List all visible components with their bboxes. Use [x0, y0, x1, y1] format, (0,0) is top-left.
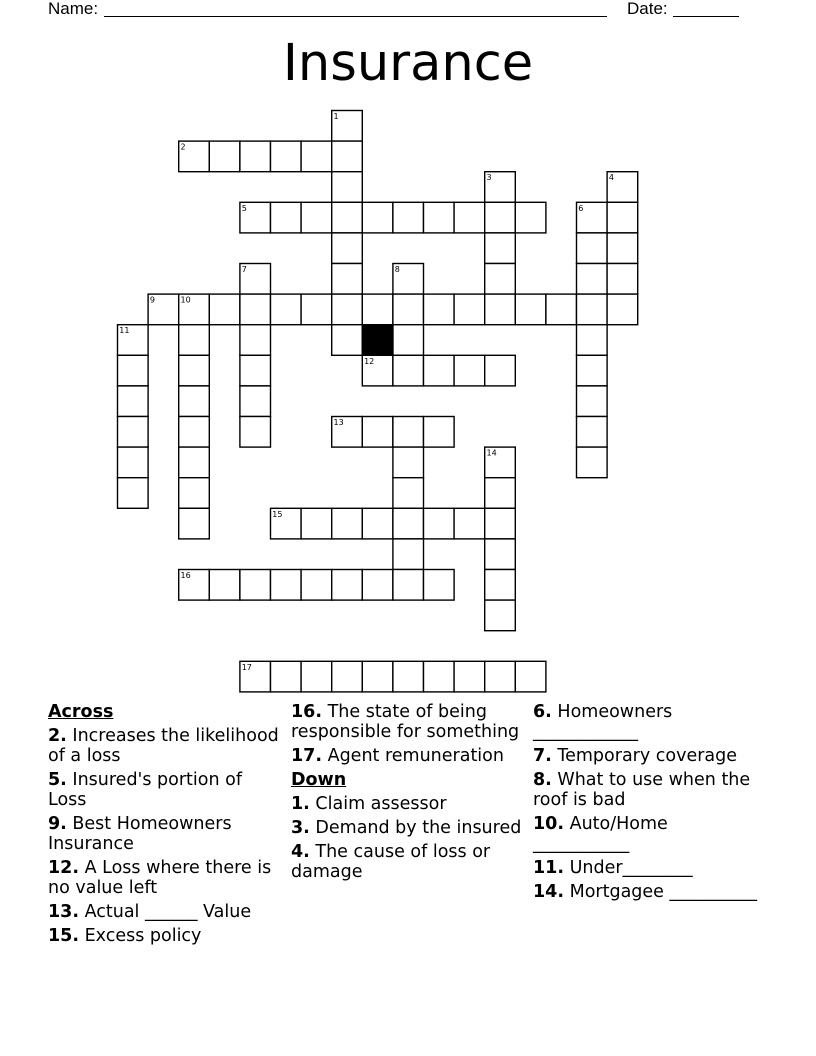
grid-cell[interactable]	[485, 172, 516, 203]
grid-cell[interactable]	[607, 202, 638, 233]
grid-cell[interactable]	[485, 570, 516, 601]
across-clue-16: 16. The state of being responsible for something	[291, 702, 520, 742]
grid-cell[interactable]	[393, 264, 424, 295]
grid-cell[interactable]	[577, 447, 608, 478]
grid-cell[interactable]	[362, 417, 393, 448]
grid-cell[interactable]	[577, 294, 608, 325]
grid-cell[interactable]	[485, 355, 516, 386]
grid-cell[interactable]	[332, 508, 363, 539]
down-clue-10: 10. Auto/Home ___________	[533, 814, 668, 854]
grid-cell[interactable]	[393, 417, 424, 448]
grid-cell[interactable]	[332, 661, 363, 692]
grid-cell[interactable]	[485, 508, 516, 539]
clue-number: 3	[486, 173, 492, 183]
clue-number: 7	[241, 265, 247, 274]
across-clue-17: 17. Agent remuneration	[291, 746, 504, 766]
grid-cell[interactable]	[393, 539, 424, 570]
grid-cell[interactable]	[301, 508, 332, 539]
grid-cell[interactable]	[454, 294, 485, 325]
grid-cell[interactable]	[332, 141, 363, 172]
grid-cell[interactable]	[118, 386, 149, 417]
grid-cell[interactable]	[240, 264, 271, 295]
grid-cell[interactable]	[577, 417, 608, 448]
name-field[interactable]	[104, 16, 607, 17]
grid-cell[interactable]	[424, 202, 455, 233]
grid-cell[interactable]	[179, 478, 210, 509]
grid-cell[interactable]	[362, 508, 393, 539]
grid-cell[interactable]	[424, 417, 455, 448]
grid-cell[interactable]	[179, 355, 210, 386]
down-clue-11: 11. Under________	[533, 858, 693, 878]
grid-cell[interactable]	[332, 264, 363, 295]
grid-cell[interactable]	[301, 202, 332, 233]
grid-cell[interactable]	[240, 141, 271, 172]
grid-cell[interactable]	[240, 386, 271, 417]
grid-cell[interactable]	[485, 478, 516, 509]
clue-number: 5	[241, 203, 247, 213]
clue-number: 12	[364, 356, 375, 366]
clue-number: 8	[394, 265, 400, 274]
clue-number: 11	[119, 326, 130, 336]
grid-cell[interactable]	[607, 172, 638, 203]
down-clue-4: 4. The cause of loss or damage	[291, 842, 491, 882]
grid-cell[interactable]	[454, 202, 485, 233]
name-label: Name:	[48, 0, 99, 18]
grid-cell[interactable]	[607, 233, 638, 264]
grid-cell[interactable]	[271, 508, 302, 539]
grid-cell[interactable]	[240, 294, 271, 325]
clue-number: 14	[486, 448, 497, 458]
grid-cell[interactable]	[118, 417, 149, 448]
grid-cell[interactable]	[515, 202, 546, 233]
grid-cell[interactable]	[209, 294, 240, 325]
across-clue-12: 12. A Loss where there is no value left	[48, 858, 272, 898]
grid-cell[interactable]	[454, 661, 485, 692]
grid-cell[interactable]	[577, 325, 608, 356]
clue-number: 10	[180, 295, 191, 305]
puzzle-title: Insurance	[282, 34, 534, 93]
grid-cell[interactable]	[179, 508, 210, 539]
grid-cell[interactable]	[362, 202, 393, 233]
grid-cell[interactable]	[240, 202, 271, 233]
grid-cell[interactable]	[209, 570, 240, 601]
grid-cell[interactable]	[485, 447, 516, 478]
black-cell	[362, 325, 393, 356]
grid-cell[interactable]	[118, 355, 149, 386]
grid-cell[interactable]	[179, 447, 210, 478]
grid-cell[interactable]	[332, 325, 363, 356]
grid-cell[interactable]	[179, 141, 210, 172]
grid-cell[interactable]	[546, 294, 577, 325]
grid-cell[interactable]	[424, 294, 455, 325]
worksheet-header	[0, 0, 816, 20]
grid-cell[interactable]	[301, 141, 332, 172]
down-clue-14: 14. Mortgagee __________	[533, 882, 757, 902]
grid-cell[interactable]	[393, 661, 424, 692]
grid-cell[interactable]	[179, 570, 210, 601]
grid-cell[interactable]	[362, 570, 393, 601]
grid-cell[interactable]	[179, 294, 210, 325]
across-clue-9: 9. Best Homeowners Insurance	[48, 814, 232, 854]
grid-cell[interactable]	[332, 294, 363, 325]
clues-column-2	[291, 702, 523, 886]
clues-column-3	[533, 702, 765, 906]
grid-cell[interactable]	[271, 570, 302, 601]
across-clue-13: 13. Actual ______ Value	[48, 902, 252, 922]
grid-cell[interactable]	[393, 478, 424, 509]
grid-cell[interactable]	[301, 570, 332, 601]
grid-cell[interactable]	[607, 294, 638, 325]
grid-cell[interactable]	[393, 570, 424, 601]
grid-cell[interactable]	[148, 294, 179, 325]
grid-cell[interactable]	[362, 355, 393, 386]
grid-cell[interactable]	[240, 570, 271, 601]
clue-number: 4	[608, 173, 614, 183]
clue-number: 15	[272, 509, 283, 519]
grid-cell[interactable]	[485, 600, 516, 631]
grid-cell[interactable]	[393, 202, 424, 233]
grid-cell[interactable]	[454, 508, 485, 539]
grid-cell[interactable]	[485, 264, 516, 295]
grid-cell[interactable]	[240, 661, 271, 692]
grid-cell[interactable]	[179, 325, 210, 356]
grid-cell[interactable]	[362, 661, 393, 692]
grid-cell[interactable]	[424, 508, 455, 539]
grid-cell[interactable]	[332, 111, 363, 142]
grid-cell[interactable]	[424, 661, 455, 692]
grid-cell[interactable]	[577, 202, 608, 233]
grid-cell[interactable]	[393, 447, 424, 478]
grid-cell[interactable]	[393, 508, 424, 539]
grid-cell[interactable]	[118, 478, 149, 509]
grid-cell[interactable]	[424, 570, 455, 601]
grid-cell[interactable]	[271, 661, 302, 692]
down-clue-6: 6. Homeowners ____________	[533, 702, 673, 742]
grid-cell[interactable]	[485, 233, 516, 264]
grid-cell[interactable]	[332, 172, 363, 203]
grid-cell[interactable]	[118, 447, 149, 478]
grid-cell[interactable]	[332, 233, 363, 264]
clue-number: 2	[180, 142, 186, 152]
grid-cell[interactable]	[485, 539, 516, 570]
clue-number: 13	[333, 418, 344, 427]
grid-cell[interactable]	[271, 141, 302, 172]
grid-cell[interactable]	[577, 386, 608, 417]
grid-cell[interactable]	[393, 325, 424, 356]
grid-cell[interactable]	[271, 294, 302, 325]
grid-cell[interactable]	[485, 202, 516, 233]
grid-cell[interactable]	[240, 355, 271, 386]
grid-cell[interactable]	[607, 264, 638, 295]
grid-cell[interactable]	[577, 233, 608, 264]
grid-cell[interactable]	[332, 202, 363, 233]
grid-cell[interactable]	[393, 355, 424, 386]
grid-cell[interactable]	[577, 264, 608, 295]
across-clue-2: 2. Increases the likelihood of a loss	[48, 726, 279, 766]
clues-column-1	[48, 702, 280, 950]
down-clue-7: 7. Temporary coverage	[533, 746, 738, 766]
grid-cell[interactable]	[179, 386, 210, 417]
grid-cell[interactable]	[485, 294, 516, 325]
grid-cell[interactable]	[332, 417, 363, 448]
down-clue-3: 3. Demand by the insured	[291, 818, 522, 838]
clue-number: 1	[333, 112, 339, 121]
grid-cell[interactable]	[332, 570, 363, 601]
grid-cell[interactable]	[118, 325, 149, 356]
grid-cell[interactable]	[393, 294, 424, 325]
date-label: Date:	[627, 0, 668, 18]
grid-cell[interactable]	[179, 417, 210, 448]
clue-number: 6	[578, 203, 584, 213]
across-clue-15: 15. Excess policy	[48, 926, 202, 946]
clue-number: 9	[149, 295, 155, 305]
clue-number: 17	[241, 662, 252, 672]
grid-cell[interactable]	[362, 294, 393, 325]
grid-cell[interactable]	[271, 202, 302, 233]
grid-cell[interactable]	[485, 661, 516, 692]
grid-cell[interactable]	[424, 355, 455, 386]
grid-cell[interactable]	[240, 325, 271, 356]
grid-cell[interactable]	[301, 661, 332, 692]
grid-cell[interactable]	[240, 417, 271, 448]
grid-cell[interactable]	[454, 355, 485, 386]
grid-cell[interactable]	[301, 294, 332, 325]
down-clue-1: 1. Claim assessor	[291, 794, 447, 814]
grid-cell[interactable]	[577, 355, 608, 386]
clue-number: 16	[180, 571, 191, 580]
grid-cell[interactable]	[209, 141, 240, 172]
date-field[interactable]	[673, 16, 739, 17]
grid-cell[interactable]	[515, 661, 546, 692]
down-clue-8: 8. What to use when the roof is bad	[533, 770, 751, 810]
across-heading: Across	[48, 702, 114, 722]
across-clue-5: 5. Insured's portion of Loss	[48, 770, 243, 810]
down-heading: Down	[291, 770, 347, 790]
grid-cell[interactable]	[515, 294, 546, 325]
